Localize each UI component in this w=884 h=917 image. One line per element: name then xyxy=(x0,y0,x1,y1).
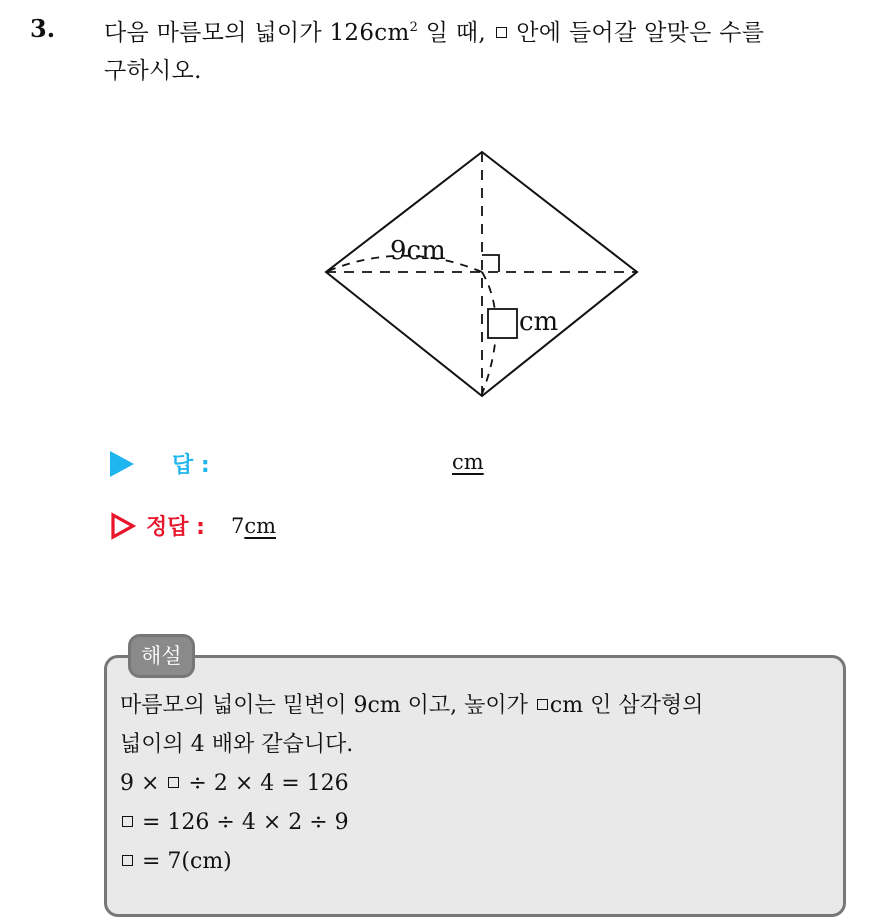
exp-line1-a: 마름모의 넓이는 밑변이 9cm 이고, 높이가 xyxy=(120,693,535,718)
equation-2 xyxy=(120,803,836,842)
eq1-b: ÷ 2 × 4 = 126 xyxy=(181,771,349,796)
correct-answer-row xyxy=(110,510,276,541)
square-icon xyxy=(537,699,548,710)
outline-triangle-svg xyxy=(110,512,136,540)
eq3-b: = 7(cm) xyxy=(135,849,232,874)
correct-answer-number: 7 xyxy=(230,513,245,538)
explanation-tag: 해설 xyxy=(128,634,195,678)
equation-1 xyxy=(120,764,836,803)
square-icon xyxy=(168,777,179,788)
question-number: 3. xyxy=(30,14,56,43)
eq2-b: = 126 ÷ 4 × 2 ÷ 9 xyxy=(135,810,349,835)
correct-answer-label: 정답 : xyxy=(146,515,205,540)
correct-answer-value xyxy=(231,514,276,538)
answer-unit: cm xyxy=(452,450,484,474)
answer-row xyxy=(110,448,210,479)
square-icon xyxy=(496,27,507,38)
label-9cm: 9cm xyxy=(390,236,446,266)
square-icon xyxy=(122,855,133,866)
blank-square xyxy=(488,309,517,338)
question-text-part1: 다음 마름모의 넓이가 126cm xyxy=(104,20,410,46)
outline-triangle-icon xyxy=(110,512,136,540)
explanation-text xyxy=(120,686,836,881)
explanation-line-1 xyxy=(120,686,836,725)
question-text-part3: 안에 들어갈 알맞은 수를 xyxy=(508,20,765,46)
question-text xyxy=(104,14,874,90)
rhombus-outline xyxy=(326,152,637,396)
explanation-line-2: 넓이의 4 배와 같습니다. xyxy=(120,732,354,757)
equation-3 xyxy=(120,842,836,881)
correct-answer-unit: cm xyxy=(244,513,277,538)
brace-9cm xyxy=(328,256,482,272)
superscript-2: 2 xyxy=(409,20,419,35)
question-text-part2: 일 때, xyxy=(418,20,494,46)
eq1-a: 9 × xyxy=(120,771,167,796)
brace-height xyxy=(482,272,496,394)
square-icon xyxy=(122,816,133,827)
answer-label: 답 : xyxy=(172,453,210,478)
question-text-line2: 구하시오. xyxy=(104,58,202,84)
exp-line1-b: cm 인 삼각형의 xyxy=(549,693,704,718)
label-cm: cm xyxy=(519,307,559,337)
play-marker-icon xyxy=(110,451,134,477)
right-angle-mark xyxy=(482,255,499,272)
